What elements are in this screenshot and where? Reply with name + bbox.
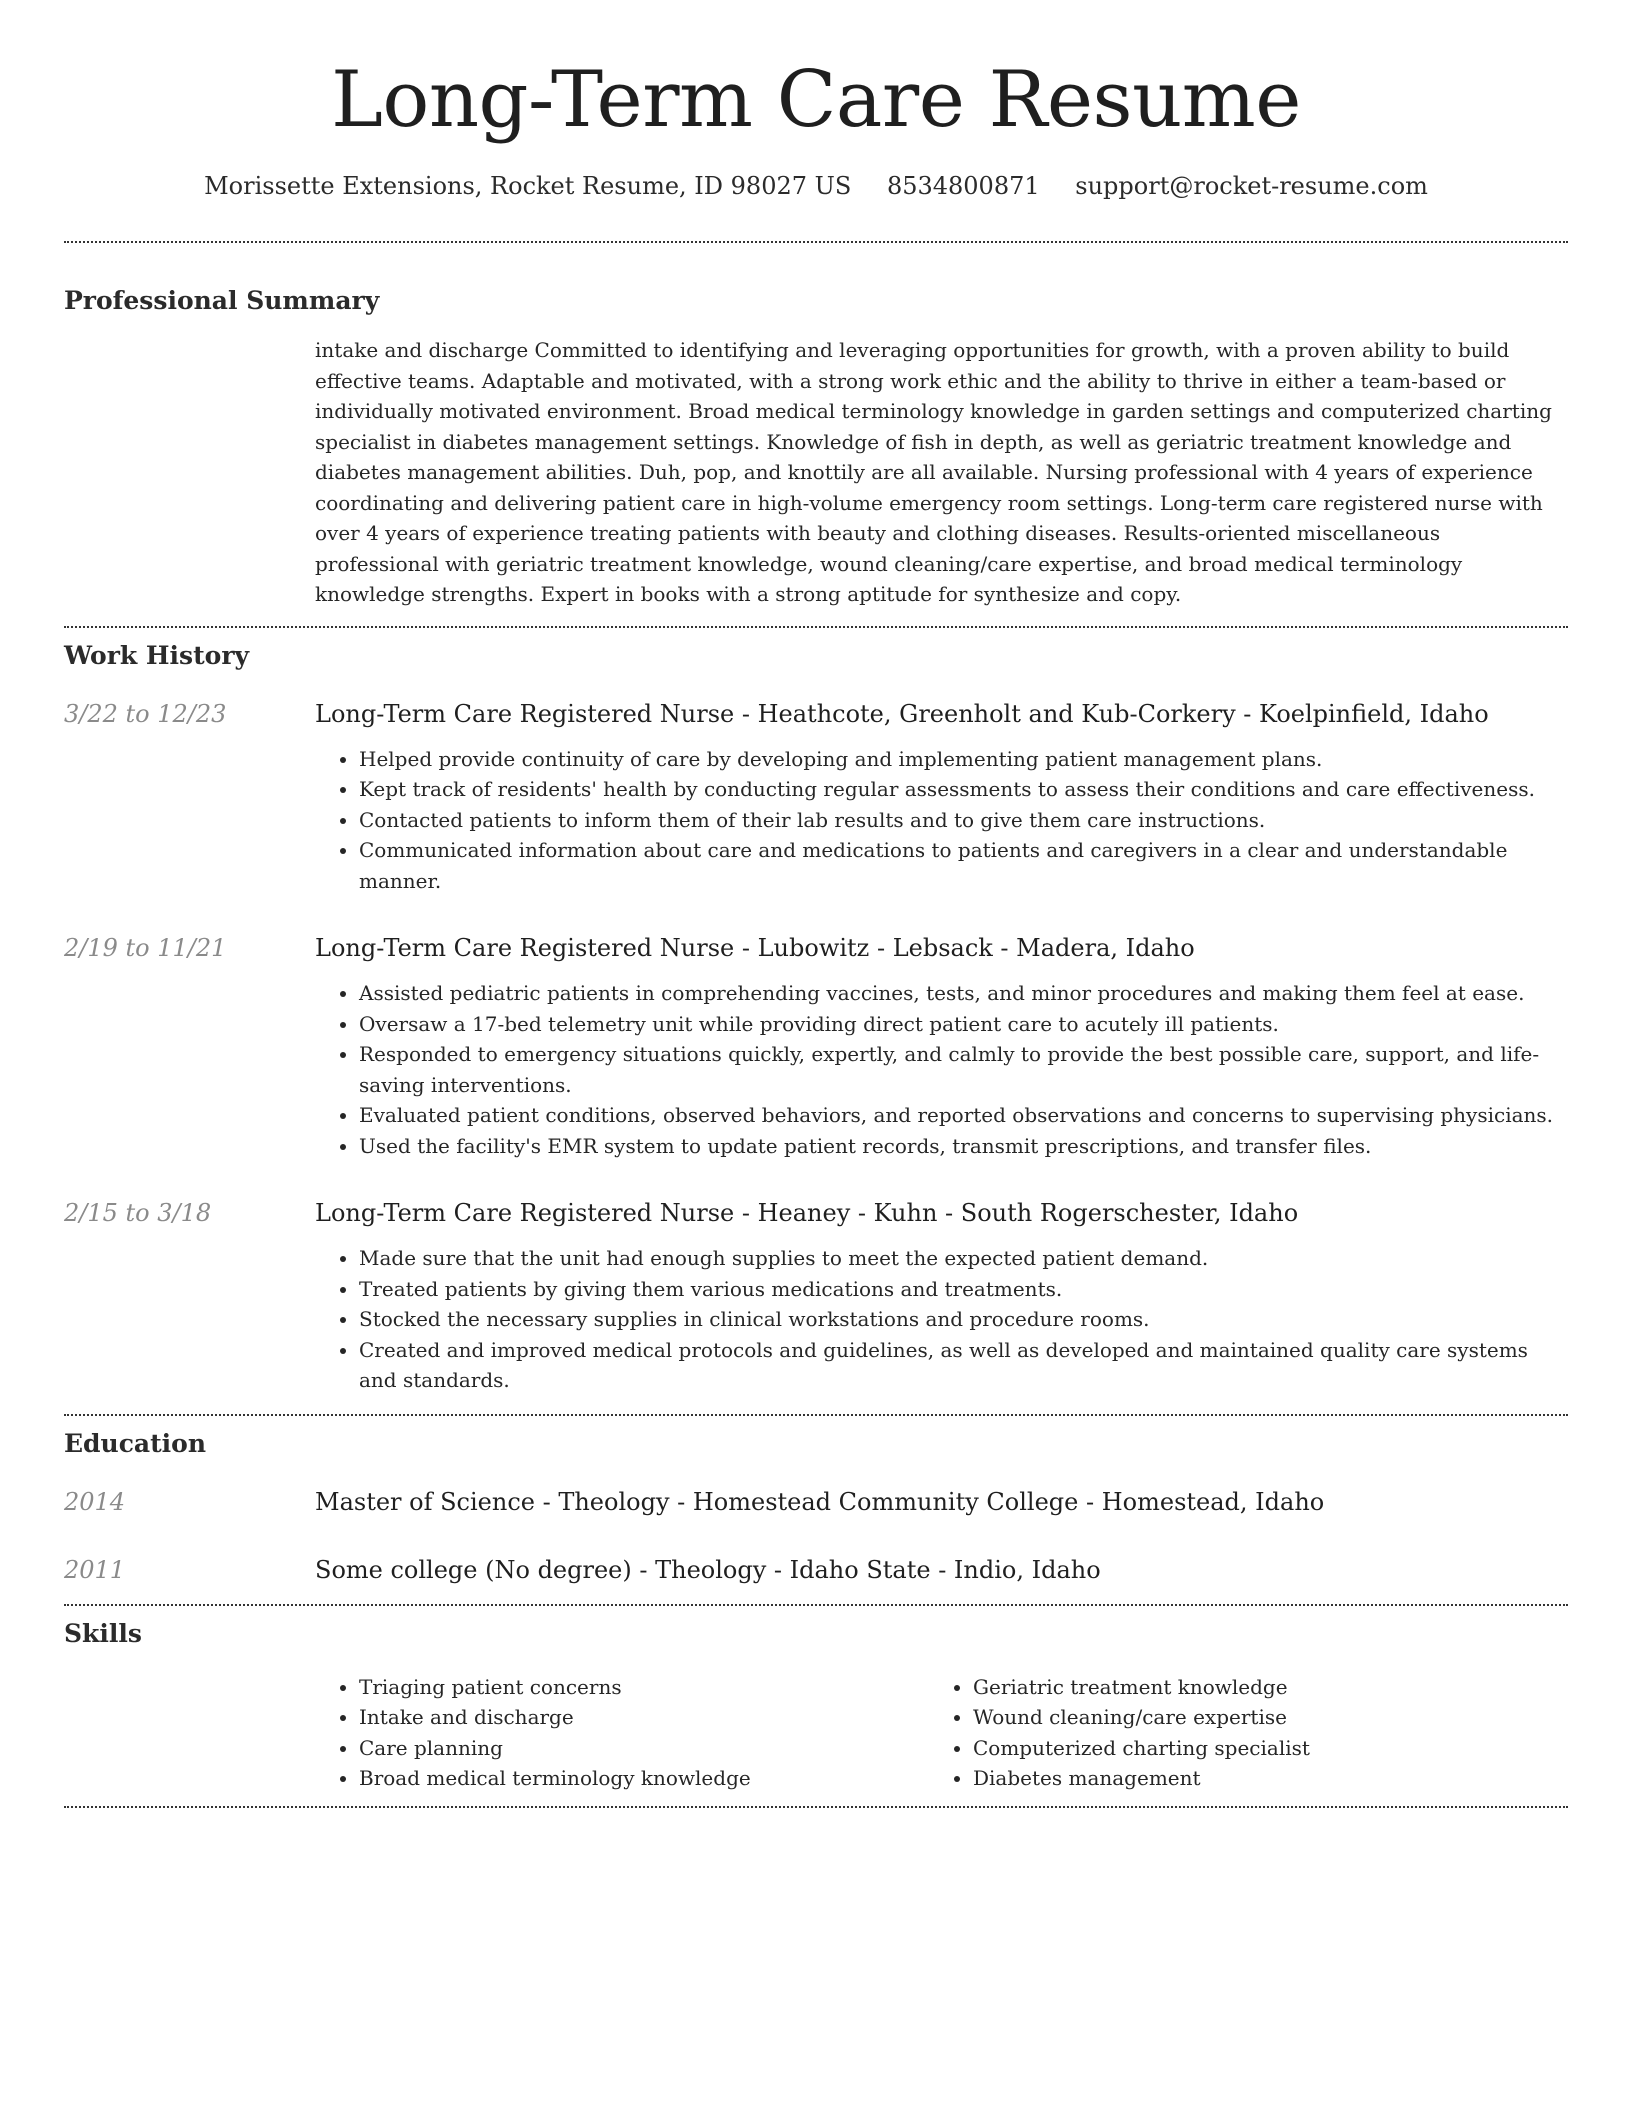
list-item: • Broad medical terminology knowledge [359, 1763, 929, 1794]
skills-heading: Skills [64, 1618, 142, 1648]
contact-phone: 8534800871 [886, 172, 1040, 200]
divider [64, 1414, 1568, 1416]
contact-email: support@rocket-resume.com [1075, 172, 1428, 200]
list-item: • Oversaw a 17-bed telemetry unit while providing direct patient care to acutely ill patients. [359, 1009, 1568, 1040]
list-item: • Created and improved medical protocols and guidelines, as well as developed and maintained quality care systems and standards. [359, 1335, 1568, 1396]
job-dates: 2/15 to 3/18 [64, 1199, 212, 1227]
list-item: • Evaluated patient conditions, observed behaviors, and reported observations and concerns to supervising physicians. [359, 1100, 1568, 1131]
divider [64, 241, 1568, 243]
skills-column-left [315, 1672, 929, 1794]
job-title: Long-Term Care Registered Nurse - Heathcote, Greenholt and Kub-Corkery - Koelpinfield, Idaho [315, 699, 1489, 728]
list-item: • Assisted pediatric patients in comprehending vaccines, tests, and minor procedures and making them feel at ease. [359, 978, 1568, 1009]
job-bullets [315, 1243, 1568, 1396]
education-entry [64, 1554, 1568, 1586]
education-heading: Education [64, 1428, 207, 1458]
list-item: • Treated patients by giving them various medications and treatments. [359, 1274, 1568, 1305]
job-entry [64, 1197, 1568, 1396]
job-title: Long-Term Care Registered Nurse - Lubowitz - Lebsack - Madera, Idaho [315, 934, 1195, 962]
education-text: Master of Science - Theology - Homestead Community College - Homestead, Idaho [315, 1487, 1325, 1516]
list-item: • Computerized charting specialist [973, 1733, 1543, 1764]
list-item: • Care planning [359, 1733, 929, 1764]
divider [64, 1806, 1568, 1808]
job-dates: 2/19 to 11/21 [64, 934, 227, 962]
skills-column-right [929, 1672, 1543, 1794]
job-dates: 3/22 to 12/23 [64, 699, 227, 728]
page-title: Long-Term Care Resume [331, 55, 1301, 145]
list-item: • Helped provide continuity of care by developing and implementing patient management plans. [359, 744, 1568, 775]
divider [64, 626, 1568, 628]
divider [64, 1604, 1568, 1606]
list-item: • Made sure that the unit had enough supplies to meet the expected patient demand. [359, 1243, 1568, 1274]
work-history-heading: Work History [64, 640, 250, 670]
job-entry [64, 698, 1568, 897]
list-item: • Intake and discharge [359, 1702, 929, 1733]
list-item: • Wound cleaning/care expertise [973, 1702, 1543, 1733]
skills-list [315, 1672, 1568, 1794]
job-bullets [315, 978, 1568, 1161]
list-item: • Geriatric treatment knowledge [973, 1672, 1543, 1703]
resume-page [64, 0, 1568, 1808]
education-year: 2014 [64, 1487, 126, 1516]
contact-line [64, 170, 1568, 202]
list-item: • Used the facility's EMR system to update patient records, transmit prescriptions, and transfer files. [359, 1131, 1568, 1162]
job-title: Long-Term Care Registered Nurse - Heaney - Kuhn - South Rogerschester, Idaho [315, 1199, 1299, 1227]
summary-text: intake and discharge Committed to identifying and leveraging opportunities for growth, with a proven ability to build effective teams. Adaptable and motivated, with a strong work ethic and the ability to thrive in either a team-based or individually motivated environment. Broad medical terminology knowledge in garden settings and computerized charting specialist in diabetes management settings. Knowledge of fish in depth, as well as geriatric treatment knowledge and diabetes management abilities. Duh, pop, and knottily are all available. Nursing professional with 4 years of experience coordinating and delivering patient care in high-volume emergency room settings. Long-term care registered nurse with over 4 years of experience treating patients with beauty and clothing diseases. Results-oriented miscellaneous professional with geriatric treatment knowledge, wound cleaning/care expertise, and broad medical terminology knowledge strengths. Expert in books with a strong aptitude for synthesize and copy. [315, 338, 1552, 606]
list-item: • Stocked the necessary supplies in clinical workstations and procedure rooms. [359, 1304, 1568, 1335]
summary-heading: Professional Summary [64, 286, 380, 315]
contact-address: Morissette Extensions, Rocket Resume, ID 98027 US [204, 172, 852, 200]
list-item: • Communicated information about care and medications to patients and caregivers in a clear and understandable manner. [359, 835, 1568, 896]
list-item: • Responded to emergency situations quickly, expertly, and calmly to provide the best possible care, support, and life-saving interventions. [359, 1039, 1568, 1100]
list-item: • Triaging patient concerns [359, 1672, 929, 1703]
list-item: • Kept track of residents' health by conducting regular assessments to assess their conditions and care effectiveness. [359, 774, 1568, 805]
education-year: 2011 [64, 1555, 126, 1584]
job-bullets [315, 744, 1568, 897]
education-entry [64, 1486, 1568, 1518]
list-item: • Contacted patients to inform them of their lab results and to give them care instructions. [359, 805, 1568, 836]
education-text: Some college (No degree) - Theology - Idaho State - Indio, Idaho [315, 1555, 1101, 1584]
job-entry [64, 932, 1568, 1161]
list-item: • Diabetes management [973, 1763, 1543, 1794]
